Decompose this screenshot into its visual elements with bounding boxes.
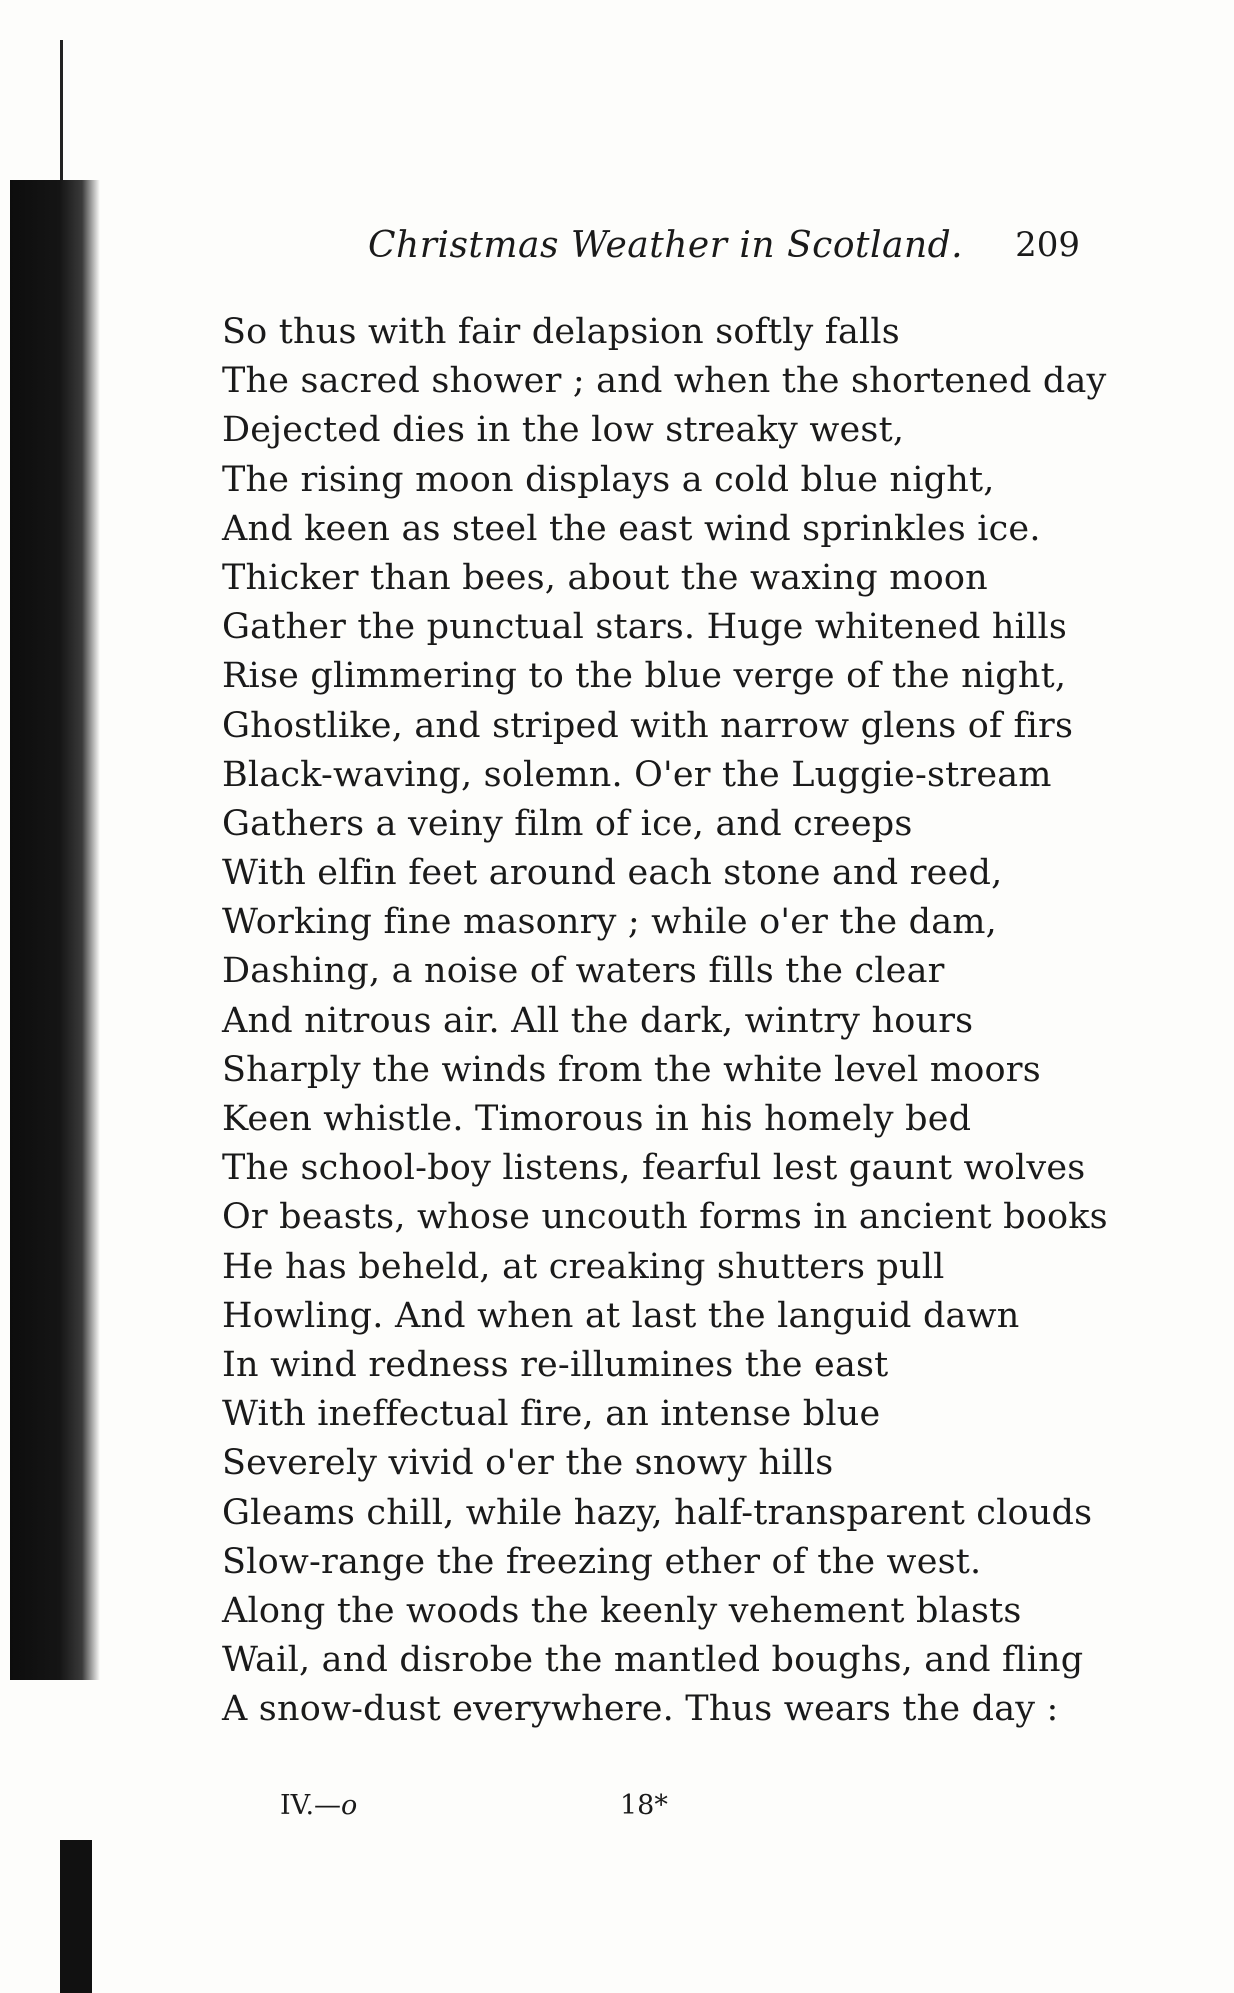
running-title: Christmas Weather in Scotland. <box>368 225 964 266</box>
poem-line: In wind redness re-illumines the east <box>222 1344 889 1385</box>
poem-line: Thicker than bees, about the waxing moon <box>222 557 988 598</box>
poem-line: And nitrous air. All the dark, wintry hours <box>222 1000 974 1041</box>
poem-line: The sacred shower ; and when the shortened day <box>222 361 1107 402</box>
poem-line: Or beasts, whose uncouth forms in ancient books <box>222 1197 1108 1238</box>
poem-line: A snow-dust everywhere. Thus wears the day : <box>222 1689 1059 1730</box>
poem-line: The rising moon displays a cold blue night, <box>222 459 995 500</box>
poem-line: Gleams chill, while hazy, half-transparent clouds <box>222 1492 1093 1533</box>
poem-line: With ineffectual fire, an intense blue <box>222 1394 881 1435</box>
page-footer <box>280 1790 780 1830</box>
sheet-number: 18* <box>620 1790 668 1821</box>
poem-line: Dashing, a noise of waters fills the clear <box>222 951 945 992</box>
poem-line: Wail, and disrobe the mantled boughs, and fling <box>222 1640 1084 1681</box>
poem-line: Howling. And when at last the languid dawn <box>222 1295 1020 1336</box>
poem-line: Dejected dies in the low streaky west, <box>222 410 905 451</box>
binding-edge-bottom <box>60 1840 92 1993</box>
binding-edge-shadow <box>10 180 100 1680</box>
poem-line: Along the woods the keenly vehement blasts <box>222 1590 1022 1631</box>
poem-line: With elfin feet around each stone and reed, <box>222 853 1003 894</box>
poem-line: Ghostlike, and striped with narrow glens of firs <box>222 705 1074 746</box>
poem-line: And keen as steel the east wind sprinkles ice. <box>222 508 1041 549</box>
poem-line: Rise glimmering to the blue verge of the night, <box>222 656 1067 697</box>
poem-line: Working fine masonry ; while o'er the dam, <box>222 902 997 943</box>
poem-line: So thus with fair delapsion softly falls <box>222 312 900 352</box>
binding-edge-line <box>60 40 63 190</box>
poem-line: Slow-range the freezing ether of the west. <box>222 1541 982 1582</box>
signature-volume: IV.— <box>280 1790 342 1821</box>
poem-line: He has beheld, at creaking shutters pull <box>222 1246 945 1287</box>
signature-letter: o <box>341 1790 358 1821</box>
poem-line: Sharply the winds from the white level moors <box>222 1049 1041 1090</box>
poem-line: Keen whistle. Timorous in his homely bed <box>222 1099 972 1139</box>
poem-line: Severely vivid o'er the snowy hills <box>222 1443 834 1484</box>
page-number: 209 <box>1015 225 1080 265</box>
running-head <box>340 225 1080 275</box>
poem-line: Gather the punctual stars. Huge whitened hills <box>222 607 1068 648</box>
poem-line: Gathers a veiny film of ice, and creeps <box>222 803 913 844</box>
poem-line: The school-boy listens, fearful lest gaunt wolves <box>222 1148 1086 1189</box>
poem-body <box>222 308 1108 1734</box>
poem-line: Black-waving, solemn. O'er the Luggie-stream <box>222 754 1052 795</box>
signature-mark <box>280 1790 357 1821</box>
